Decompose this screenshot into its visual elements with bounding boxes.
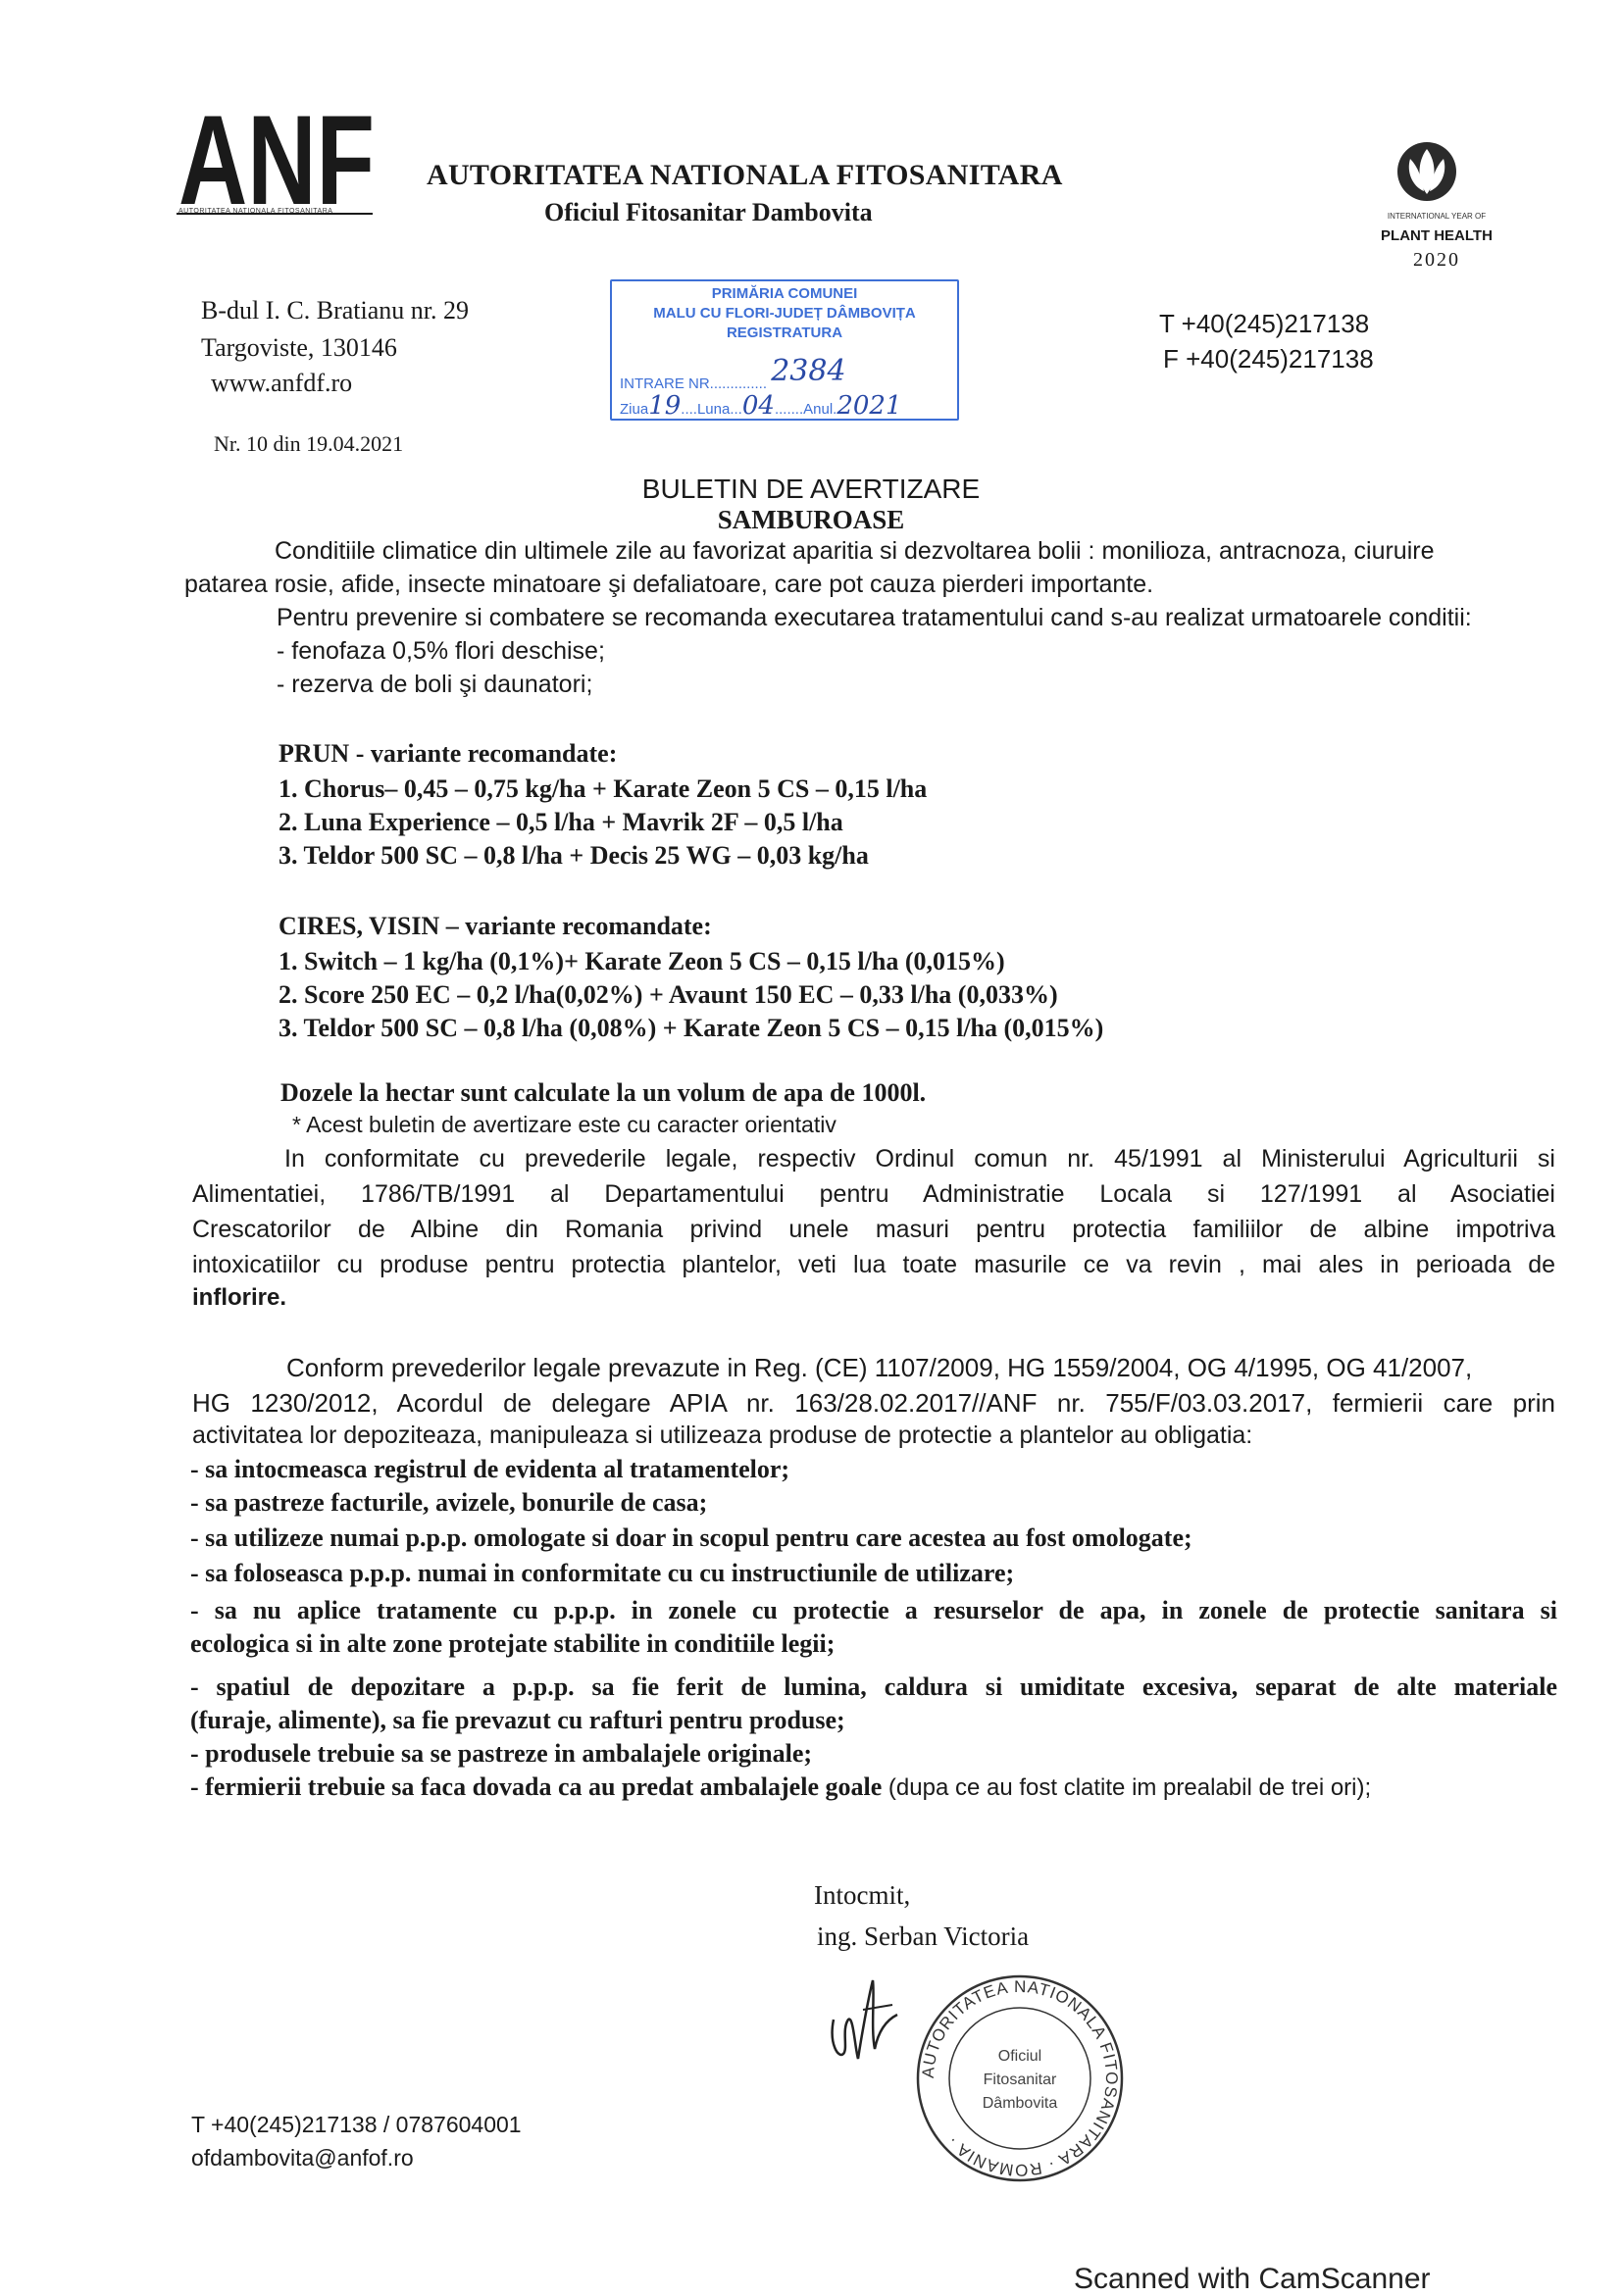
stamp-month-label: Luna	[696, 401, 731, 418]
regs-line-2: HG 1230/2012, Acordul de delegare APIA nr. 163/28.02.2017//ANF nr. 755/F/03.03.2017, fermierii care prin	[192, 1388, 1555, 1418]
obligation-4: - sa foloseasca p.p.p. numai in conformitate cu cu instructiunile de utilizare;	[190, 1559, 1015, 1587]
seal-ring-text: AUTORITATEA NATIONALA FITOSANITARA · ROMANIA ·	[918, 1976, 1122, 2180]
obligation-3: - sa utilizeze numai p.p.p. omologate si doar in scopul pentru care acestea au fost omologate;	[190, 1523, 1192, 1552]
bees-line-3: Crescatorilor de Albine din Romania privind unele masuri pentru protectia familiilor de albine impotriva	[192, 1216, 1555, 1243]
signoff-name: ing. Serban Victoria	[817, 1922, 1030, 1951]
orientative-note: * Acest buletin de avertizare este cu caracter orientativ	[292, 1112, 836, 1137]
stamp-entry-value: 2384	[771, 354, 846, 388]
stamp-day-value: 19	[648, 391, 682, 421]
stamp-year-value: 2021	[836, 391, 902, 421]
stamp-line2: MALU CU FLORI-JUDEȚ DÂMBOVIȚA	[653, 305, 916, 322]
scanner-watermark: Scanned with CamScanner	[1074, 2263, 1431, 2295]
org-name: AUTORITATEA NATIONALA FITOSANITARA	[427, 159, 1063, 191]
seal-center-2: Fitosanitar	[983, 2071, 1057, 2088]
org-subtitle: Oficiul Fitosanitar Dambovita	[544, 198, 873, 226]
seal-center-3: Dâmbovita	[982, 2095, 1058, 2112]
intro-line-4: - fenofaza 0,5% flori deschise;	[277, 637, 605, 665]
stamp-year-label: Anul	[803, 401, 834, 418]
stamp-day-label: Ziua	[620, 401, 649, 418]
obligation-6-cont: (furaje, alimente), sa fie prevazut cu rafturi pentru produse;	[190, 1706, 845, 1734]
signature-icon	[814, 1961, 912, 2078]
document-number: Nr. 10 din 19.04.2021	[214, 431, 404, 456]
prun-item-3: 3. Teldor 500 SC – 0,8 l/ha + Decis 25 WG – 0,03 kg/ha	[279, 841, 869, 870]
bees-line-2: Alimentatiei, 1786/TB/1991 al Departamentului pentru Administratie Locala si 127/1991 al Asociatiei	[192, 1180, 1555, 1208]
footer-contact	[191, 2108, 522, 2174]
intro-line-3: Pentru prevenire si combatere se recomanda executarea tratamentului cand s-au realizat urmatoarele conditii:	[277, 604, 1472, 631]
doses-note: Dozele la hectar sunt calculate la un volum de apa de 1000l.	[280, 1078, 927, 1107]
signoff-label: Intocmit,	[814, 1880, 911, 1910]
cires-item-3: 3. Teldor 500 SC – 0,8 l/ha (0,08%) + Karate Zeon 5 CS – 0,15 l/ha (0,015%)	[279, 1014, 1104, 1042]
seal-center-1: Oficiul	[997, 2048, 1042, 2065]
stamp-entry-label: INTRARE NR.	[620, 375, 714, 392]
obligation-7: - produsele trebuie sa se pastreze in ambalajele originale;	[190, 1739, 813, 1768]
obligation-6: - spatiul de depozitare a p.p.p. sa fie ferit de lumina, caldura si umiditate excesiva, separat de alte materiale	[190, 1672, 1557, 1701]
stamp-line1: PRIMĂRIA COMUNEI	[711, 285, 858, 302]
obligation-8-bold: - fermierii trebuie sa faca dovada ca au predat ambalajele goale	[190, 1772, 883, 1801]
prun-heading: PRUN - variante recomandate:	[279, 739, 618, 768]
document-title: BULETIN DE AVERTIZARE	[641, 474, 981, 504]
official-seal-icon	[912, 1971, 1128, 2186]
obligation-5-cont: ecologica si in alte zone protejate stabilite in conditiile legii;	[190, 1629, 836, 1658]
prun-item-1: 1. Chorus– 0,45 – 0,75 kg/ha + Karate Zeon 5 CS – 0,15 l/ha	[279, 774, 928, 803]
address-street: B-dul I. C. Bratianu nr. 29	[201, 296, 469, 324]
contact-fax: F +40(245)217138	[1163, 344, 1374, 374]
footer-phones: T +40(245)217138 / 0787604001	[191, 2112, 522, 2137]
stamp-line3: REGISTRATURA	[726, 324, 843, 341]
prun-item-2: 2. Luna Experience – 0,5 l/ha + Mavrik 2F – 0,5 l/ha	[279, 808, 843, 836]
bees-last-word: inflorire.	[192, 1284, 287, 1311]
anf-logo-text: ANF	[178, 88, 375, 231]
intro-line-2: patarea rosie, afide, insecte minatoare şi defaliatoare, care pot cauza pierderi importante.	[184, 571, 1154, 598]
bees-line-1: In conformitate cu prevederile legale, respectiv Ordinul comun nr. 45/1991 al Ministerului Agriculturii si	[284, 1145, 1555, 1173]
document-subtitle: SAMBUROASE	[717, 505, 905, 534]
obligation-5: - sa nu aplice tratamente cu p.p.p. in zonele cu protectie a resurselor de apa, in zonele de protectie sanitara si	[190, 1596, 1557, 1624]
obligation-1: - sa intocmeasca registrul de evidenta al tratamentelor;	[190, 1455, 790, 1483]
obligation-8	[190, 1772, 1371, 1802]
address-city: Targoviste, 130146	[201, 333, 397, 362]
intro-line-5: - rezerva de boli şi daunatori;	[277, 671, 593, 698]
regs-line-1: Conform prevederilor legale prevazute in Reg. (CE) 1107/2009, HG 1559/2004, OG 4/1995, OG 41/2007,	[286, 1353, 1473, 1382]
intro-line-1: Conditiile climatice din ultimele zile au favorizat aparitia si dezvoltarea bolii : monilioza, antracnoza, ciuruire	[275, 537, 1435, 565]
registry-stamp: PRIMĂRIA COMUNEI MALU CU FLORI-JUDEȚ DÂMBOVIȚA REGISTRATURA INTRARE NR.............. 2384 Ziua19....Luna...04.......Anul.2021	[610, 279, 959, 421]
address-website: www.anfdf.ro	[211, 369, 353, 397]
plant-health-leaf-icon	[1393, 137, 1461, 206]
stamp-month-value: 04	[741, 391, 775, 421]
plant-health-year: 2020	[1413, 249, 1460, 271]
regs-line-3: activitatea lor depoziteaza, manipuleaza si utilizeaza produse de protectie a plantelor au obligatia:	[192, 1422, 1253, 1449]
contact-phone: T +40(245)217138	[1159, 309, 1370, 338]
bees-line-4: intoxicatiilor cu produse pentru protectia plantelor, veti lua toate masurile ce va revin , mai ales in perioada de	[192, 1251, 1555, 1278]
obligation-2: - sa pastreze facturile, avizele, bonurile de casa;	[190, 1488, 708, 1517]
plant-health-line1: INTERNATIONAL YEAR OF	[1387, 212, 1487, 221]
contact-block	[1159, 306, 1374, 376]
cires-item-2: 2. Score 250 EC – 0,2 l/ha(0,02%) + Avaunt 150 EC – 0,33 l/ha (0,033%)	[279, 980, 1058, 1009]
footer-email: ofdambovita@anfof.ro	[191, 2145, 414, 2171]
cires-heading: CIRES, VISIN – variante recomandate:	[279, 912, 712, 940]
obligation-8-rest: (dupa ce au fost clatite im prealabil de trei ori);	[882, 1774, 1372, 1801]
logo-caption: AUTORITATEA NATIONALA FITOSANITARA	[178, 208, 333, 215]
cires-item-1: 1. Switch – 1 kg/ha (0,1%)+ Karate Zeon 5 CS – 0,15 l/ha (0,015%)	[279, 947, 1005, 975]
plant-health-line2: PLANT HEALTH	[1381, 227, 1493, 244]
